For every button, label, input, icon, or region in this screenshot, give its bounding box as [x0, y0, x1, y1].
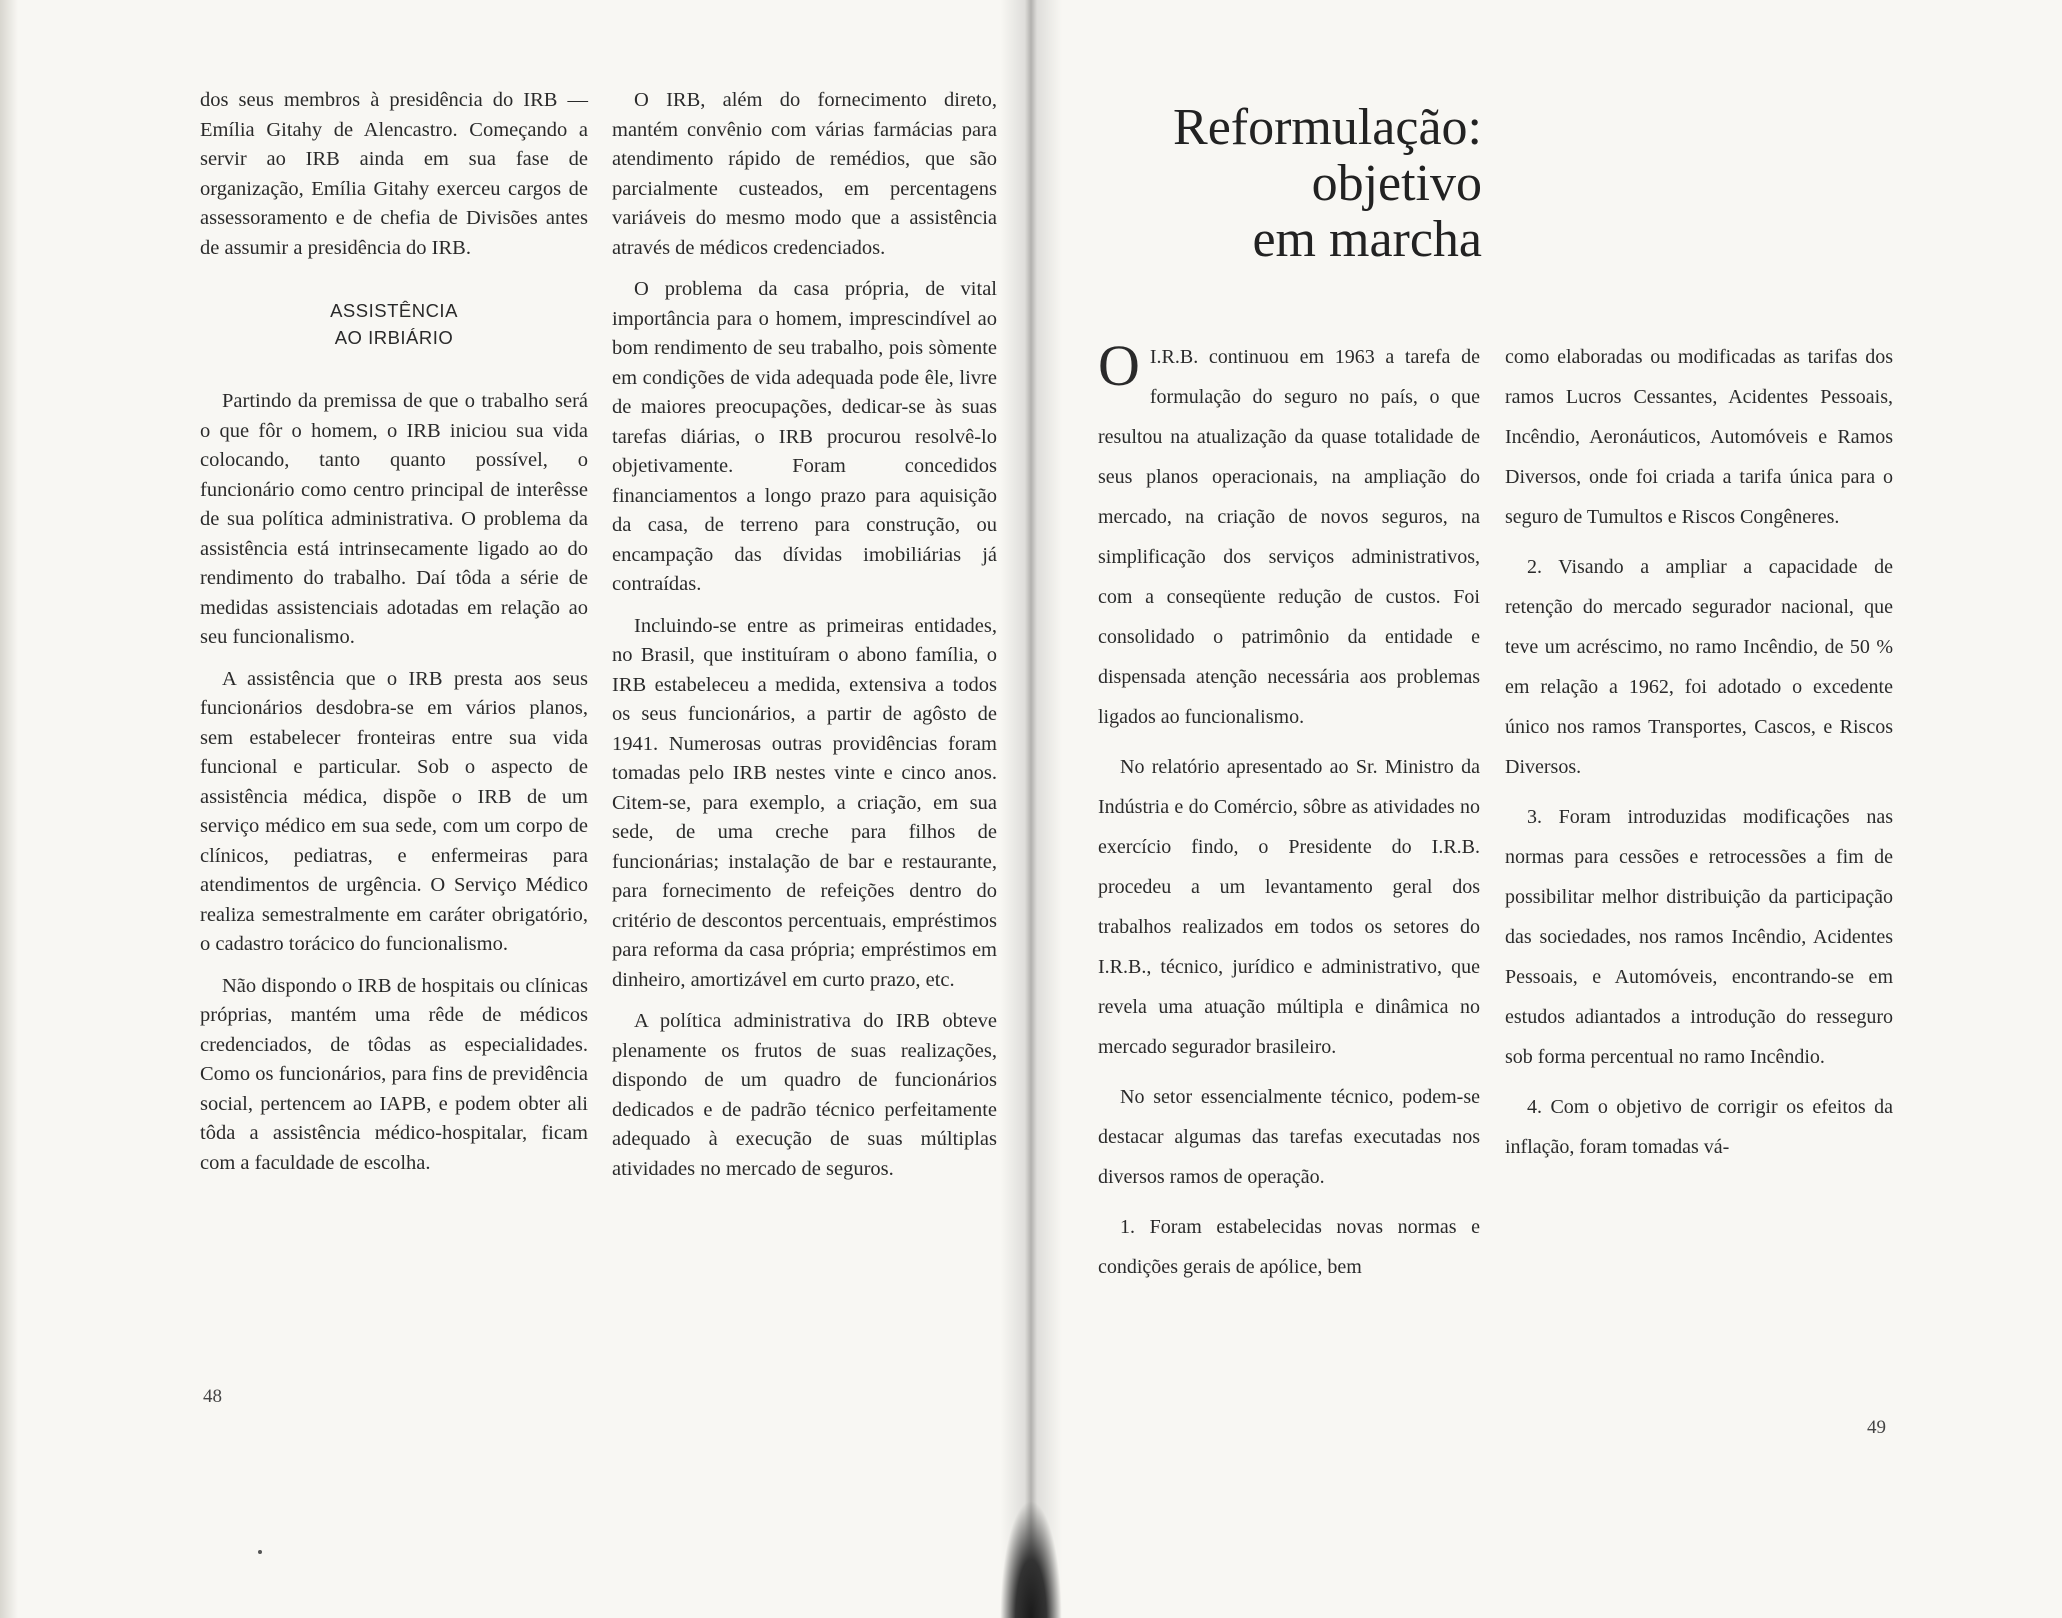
paragraph: 2. Visando a ampliar a capacidade de retenção do mercado segurador nacional, que teve um acréscimo, no ramo Incêndio, de 50 % em relação a 1962, foi adotado o excedente único nos ramos Transportes, Cascos, e Riscos Diversos. — [1505, 556, 1893, 778]
paragraph: 1. Foram estabelecidas novas normas e condições gerais de apólice, bem — [1098, 1216, 1480, 1278]
right-column-2 — [1505, 337, 1893, 1177]
paragraph: como elaboradas ou modificadas as tarifas dos ramos Lucros Cessantes, Acidentes Pessoais, Incêndio, Aeronáuticos, Automóveis e Ramos Diversos, onde foi criada a tarifa única para o seguro de Tumultos e Riscos Congêneres. — [1505, 346, 1893, 528]
paragraph: Não dispondo o IRB de hospitais ou clínicas próprias, mantém uma rêde de médicos credenciados, de tôdas as especialidades. Como os funcionários, para fins de previdência social, pertencem ao IAPB, e podem obter ali tôda a assistência médico-hospitalar, ficam com a faculdade de escolha. — [200, 974, 588, 1174]
section-heading — [200, 297, 588, 351]
title-line: em marcha — [1252, 211, 1482, 268]
title-line: Reformulação: — [1173, 99, 1482, 156]
gutter-shadow — [1000, 1500, 1062, 1618]
section-heading-line: ASSISTÊNCIA — [330, 300, 458, 321]
drop-cap: O — [1098, 333, 1140, 398]
book-gutter — [1000, 0, 1062, 1618]
page-number-right: 49 — [1867, 1417, 1886, 1438]
section-heading-line: AO IRBIÁRIO — [334, 327, 454, 348]
paragraph: O IRB, além do fornecimento direto, mantém convênio com várias farmácias para atendimento rápido de remédios, que são parcialmente custeados, em percentagens variáveis do mesmo modo que a assistência através de médicos credenciados. — [612, 89, 997, 259]
paragraph: No relatório apresentado ao Sr. Ministro da Indústria e do Comércio, sôbre as atividades no exercício findo, o Presidente do I.R.B. procedeu a um levantamento geral dos trabalhos realizados em todos os setores do I.R.B., técnico, jurídico e administrativo, que revela uma atuação múltipla e dinâmica no mercado segurador brasileiro. — [1098, 756, 1480, 1058]
paragraph: No setor essencialmente técnico, podem-se destacar algumas das tarefas executadas nos diversos ramos de operação. — [1098, 1086, 1480, 1188]
page-number-left: 48 — [203, 1386, 222, 1407]
title-line: objetivo — [1311, 155, 1482, 212]
left-column-1 — [200, 86, 588, 1190]
paragraph: A política administrativa do IRB obteve plenamente os frutos de suas realizações, dispondo de um quadro de funcionários dedicados e de padrão técnico perfeitamente adequado à execução de suas múltiplas atividades no mercado de seguros. — [612, 1010, 997, 1180]
article-title — [1120, 100, 1482, 268]
paragraph — [1098, 333, 1480, 737]
left-page — [0, 0, 1028, 1618]
paragraph: dos seus membros à presidência do IRB — Emília Gitahy de Alencastro. Começando a servir ao IRB ainda em sua fase de organização, Emília Gitahy exerceu cargos de assessoramento e de chefia de Divisões antes de assumir a presidência do IRB. — [200, 89, 588, 259]
left-column-2 — [612, 86, 997, 1196]
ink-speck — [258, 1550, 262, 1554]
page-edge — [0, 0, 18, 1618]
right-column-1 — [1098, 333, 1480, 1297]
paragraph: A assistência que o IRB presta aos seus funcionários desdobra-se em vários planos, sem estabelecer fronteiras entre sua vida funcional e particular. Sob o aspecto de assistência médica, dispõe o IRB de um serviço médico em sua sede, com um corpo de clínicos, pediatras, e enfermeiras para atendimentos de urgência. O Serviço Médico realiza semestralmente em caráter obrigatório, o cadastro torácico do funcionalismo. — [200, 667, 588, 955]
paragraph: Partindo da premissa de que o trabalho será o que fôr o homem, o IRB iniciou sua vida colocando, tanto quanto possível, o funcionário como centro principal de interêsse de sua política administrativa. O problema da assistência está intrinsecamente ligado ao do rendimento do trabalho. Daí tôda a série de medidas assistenciais adotadas em relação ao seu funcionalismo. — [200, 390, 588, 648]
paragraph: O problema da casa própria, de vital importância para o homem, imprescindível ao bom rendimento de seu trabalho, pois sòmente em condições de vida adequada pode êle, livre de maiores preocupações, dedicar-se às suas tarefas diárias, o IRB procurou resolvê-lo objetivamente. Foram concedidos financiamentos a longo prazo para aquisição da casa, de terreno para construção, ou encampação das dívidas imobiliárias já contraídas. — [612, 278, 997, 595]
paragraph: Incluindo-se entre as primeiras entidades, no Brasil, que instituíram o abono família, o IRB estabeleceu a medida, extensiva a todos os seus funcionários, a partir de agôsto de 1941. Numerosas outras providências foram tomadas pelo IRB nestes vinte e cinco anos. Citem-se, para exemplo, a criação, em sua sede, de uma creche para filhos de funcionárias; instalação de bar e restaurante, para fornecimento de refeições dentro do critério de descontos percentuais, empréstimos para reforma da casa própria; empréstimos em dinheiro, amortizável em curto prazo, etc. — [612, 614, 997, 991]
paragraph-text: I.R.B. continuou em 1963 a tarefa de formulação do seguro no país, o que resultou na atualização da quase totalidade de seus planos operacionais, na ampliação do mercado, na criação de novos seguros, na simplificação dos serviços administrativos, com a conseqüente redução de custos. Foi consolidado o patrimônio da entidade e dispensada atenção necessária aos problemas ligados ao funcionalismo. — [1098, 346, 1480, 728]
paragraph: 3. Foram introduzidas modificações nas normas para cessões e retrocessões a fim de possibilitar melhor distribuição da participação das sociedades, nos ramos Incêndio, Acidentes Pessoais, e Automóveis, encontrando-se em estudos adiantados a introdução do resseguro sob forma percentual no ramo Incêndio. — [1505, 806, 1893, 1068]
paragraph: 4. Com o objetivo de corrigir os efeitos da inflação, foram tomadas vá- — [1505, 1096, 1893, 1158]
